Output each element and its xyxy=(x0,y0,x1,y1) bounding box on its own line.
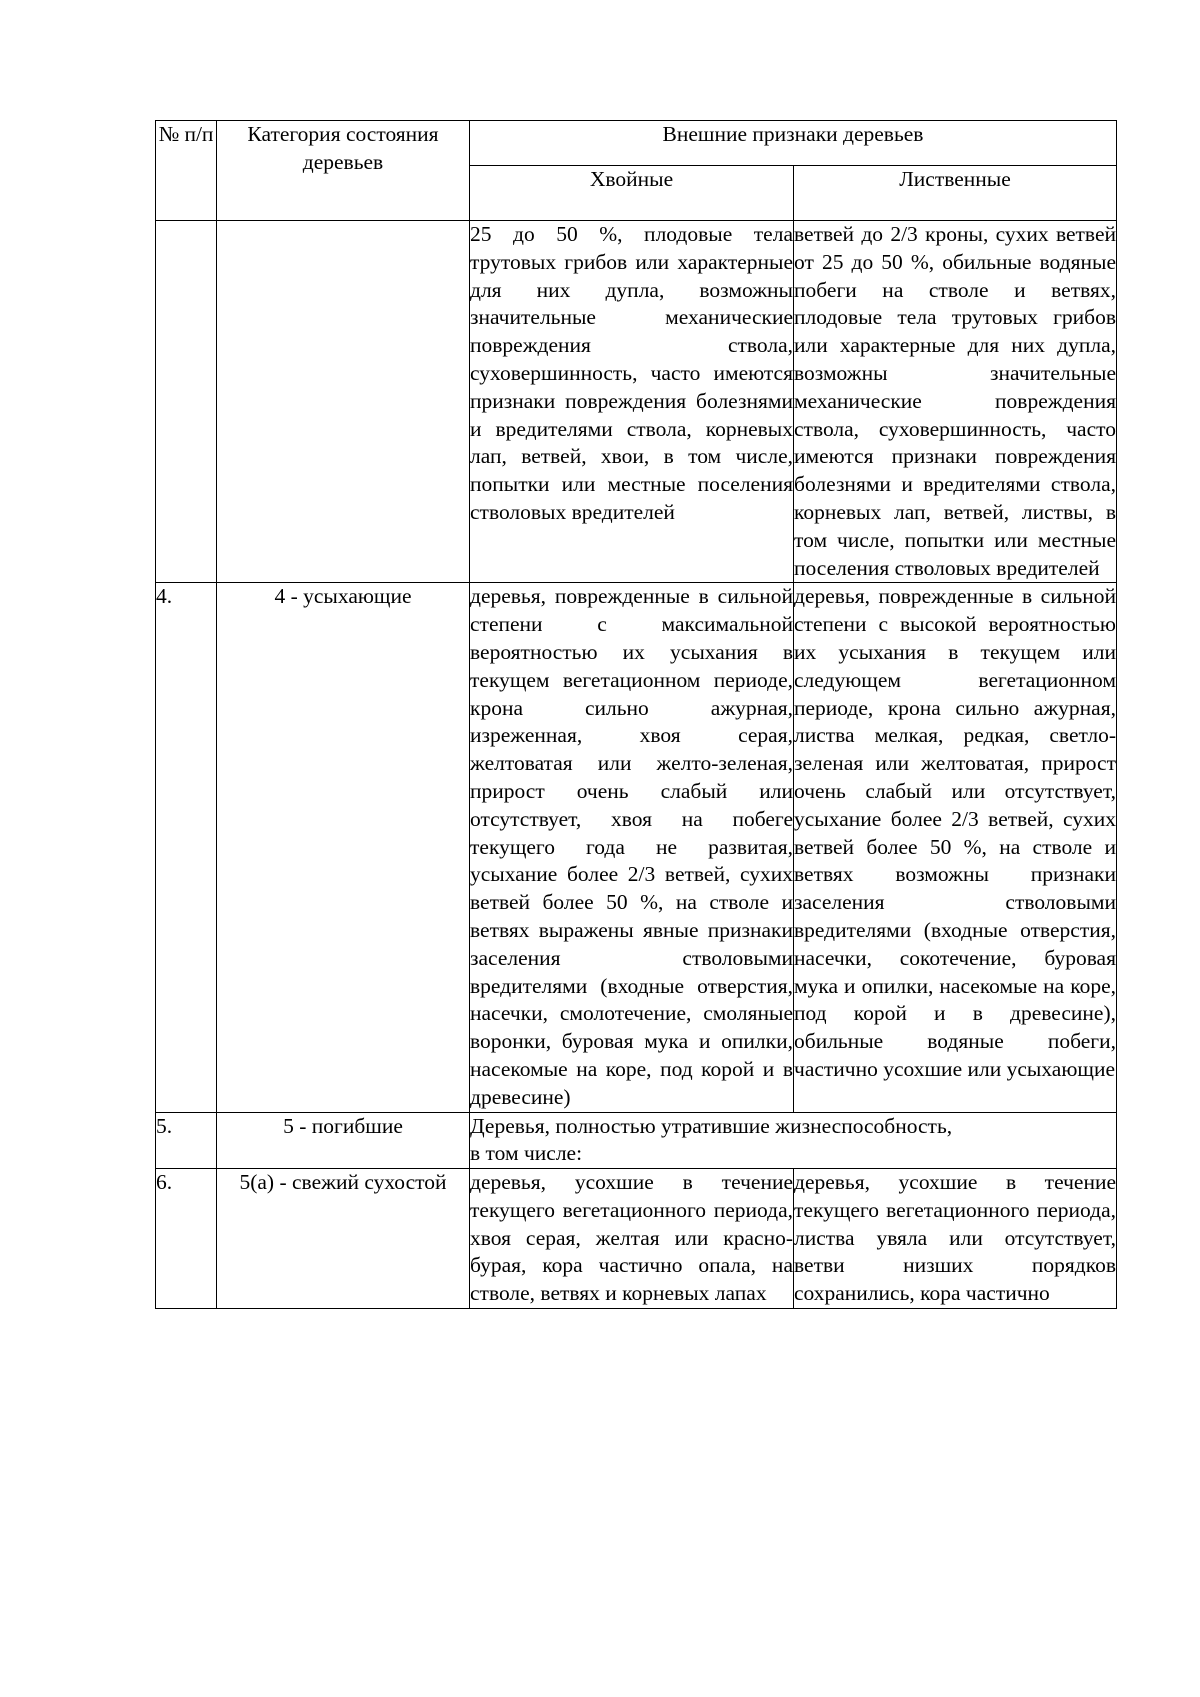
header-deciduous: Лиственные xyxy=(794,166,1117,221)
deciduous-signs: деревья, поврежденные в сильной степени с высокой вероятностью их усыхания в текущем или следующем вегетационном периоде, крона сильно ажурная, листва мелкая, редкая, светло-зеленая или желтоватая, прирост очень слабый или отсутствует, усыхание более 2/3 ветвей, сухих ветвей более 50 %, на стволе и ветвях возможны признаки заселения стволовыми вредителями (входные отверстия, насечки, сокотечение, буровая мука и опилки, насекомые на коре, под корой и в древесине), обильные водяные побеги, частично усохшие или усыхающие xyxy=(794,583,1117,1112)
table-row xyxy=(156,221,1117,583)
coniferous-signs: 25 до 50 %, плодовые тела трутовых грибов или характерные для них дупла, возможны значительные механические повреждения ствола, суховершинность, часто имеются признаки повреждения болезнями и вредителями ствола, корневых лап, ветвей, хвои, в том числе, попытки или местные поселения стволовых вредителей xyxy=(470,221,794,583)
row-number xyxy=(156,221,217,583)
combined-signs xyxy=(470,1112,1117,1169)
tree-condition-table xyxy=(155,120,1117,1309)
row-number: 4. xyxy=(156,583,217,1112)
header-coniferous: Хвойные xyxy=(470,166,794,221)
header-external-signs: Внешние признаки деревьев xyxy=(470,121,1117,166)
deciduous-signs: деревья, усохшие в течение текущего вегетационного периода, листва увяла или отсутствует, ветви низших порядков сохранились, кора частично xyxy=(794,1169,1117,1309)
row-number: 6. xyxy=(156,1169,217,1309)
table-row xyxy=(156,583,1117,1112)
table-row xyxy=(156,1112,1117,1169)
row-category: 5 - погибшие xyxy=(217,1112,470,1169)
row-category: 4 - усыхающие xyxy=(217,583,470,1112)
coniferous-signs: деревья, поврежденные в сильной степени с максимальной вероятностью их усыхания в текущем вегетационном периоде, крона сильно ажурная, изреженная, хвоя серая, желтоватая или желто-зеленая, прирост очень слабый или отсутствует, хвоя на побеге текущего года не развитая, усыхание более 2/3 ветвей, сухих ветвей более 50 %, на стволе и ветвях выражены явные признаки заселения стволовыми вредителями (входные отверстия, насечки, смолотечение, смоляные воронки, буровая мука и опилки, насекомые на коре, под корой и в древесине) xyxy=(470,583,794,1112)
table-row xyxy=(156,1169,1117,1309)
combined-signs-line-1: Деревья, полностью утратившие жизнеспособность, xyxy=(470,1113,953,1138)
deciduous-signs: ветвей до 2/3 кроны, сухих ветвей от 25 до 50 %, обильные водяные побеги на стволе и ветвях, плодовые тела трутовых грибов или характерные для них дупла, возможны значительные механические повреждения ствола, суховершинность, часто имеются признаки повреждения болезнями и вредителями ствола, корневых лап, ветвей, листвы, в том числе, попытки или местные поселения стволовых вредителей xyxy=(794,221,1117,583)
row-category xyxy=(217,221,470,583)
header-row xyxy=(156,121,1117,166)
row-category: 5(а) - свежий сухостой xyxy=(217,1169,470,1309)
row-number: 5. xyxy=(156,1112,217,1169)
coniferous-signs: деревья, усохшие в течение текущего вегетационного периода, хвоя серая, желтая или красно-бурая, кора частично опала, на стволе, ветвях и корневых лапах xyxy=(470,1169,794,1309)
header-number: № п/п xyxy=(156,121,217,221)
combined-signs-line-2: в том числе: xyxy=(470,1141,583,1166)
header-category: Категория состояния деревьев xyxy=(217,121,470,221)
